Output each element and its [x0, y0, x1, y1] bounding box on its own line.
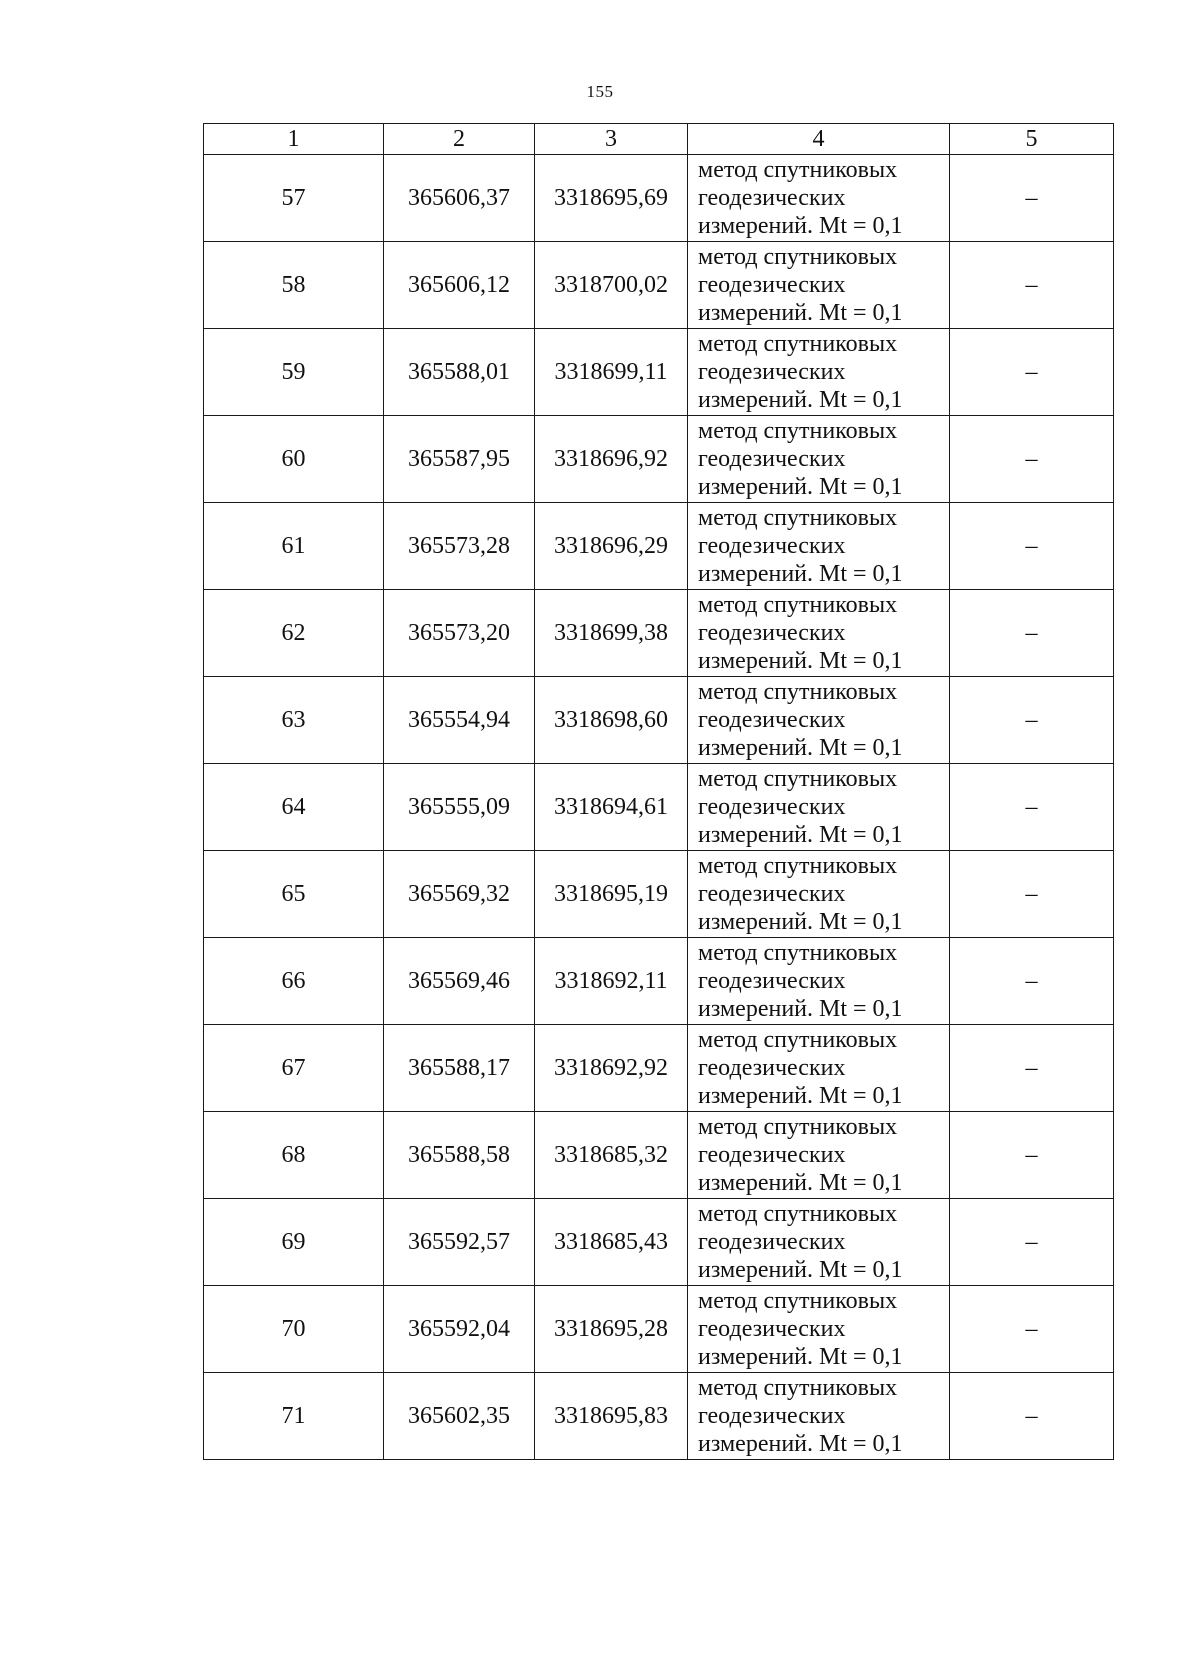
method-line: измерений. Mt = 0,1 — [698, 822, 903, 848]
x-coordinate-cell: 365588,01 — [384, 329, 535, 416]
y-coordinate-cell: 3318695,28 — [535, 1286, 688, 1373]
x-coordinate-cell: 365592,57 — [384, 1199, 535, 1286]
method-line: измерений. Mt = 0,1 — [698, 1344, 903, 1370]
point-number-cell: 59 — [204, 329, 384, 416]
header-cell-1: 1 — [204, 124, 384, 155]
method-line: измерений. Mt = 0,1 — [698, 213, 903, 239]
method-cell — [688, 242, 950, 329]
table-body — [204, 155, 1114, 1460]
note-cell: – — [950, 1199, 1114, 1286]
point-number-cell: 61 — [204, 503, 384, 590]
y-coordinate-cell: 3318699,38 — [535, 590, 688, 677]
method-line: метод спутниковых — [698, 1027, 898, 1053]
method-line: геодезических — [698, 620, 846, 646]
point-number-cell: 63 — [204, 677, 384, 764]
header-cell-3: 3 — [535, 124, 688, 155]
note-cell: – — [950, 1286, 1114, 1373]
method-line: метод спутниковых — [698, 1114, 898, 1140]
method-line: измерений. Mt = 0,1 — [698, 648, 903, 674]
x-coordinate-cell: 365569,32 — [384, 851, 535, 938]
point-number-cell: 69 — [204, 1199, 384, 1286]
point-number-cell: 60 — [204, 416, 384, 503]
table-row — [204, 1199, 1114, 1286]
x-coordinate-cell: 365587,95 — [384, 416, 535, 503]
method-line: измерений. Mt = 0,1 — [698, 387, 903, 413]
header-cell-2: 2 — [384, 124, 535, 155]
method-cell — [688, 155, 950, 242]
method-line: геодезических — [698, 794, 846, 820]
note-cell: – — [950, 1373, 1114, 1460]
header-cell-5: 5 — [950, 124, 1114, 155]
method-cell — [688, 1373, 950, 1460]
x-coordinate-cell: 365555,09 — [384, 764, 535, 851]
method-line: метод спутниковых — [698, 157, 898, 183]
method-line: геодезических — [698, 1055, 846, 1081]
method-line: геодезических — [698, 1316, 846, 1342]
method-cell — [688, 1112, 950, 1199]
y-coordinate-cell: 3318700,02 — [535, 242, 688, 329]
page-number: 155 — [586, 82, 614, 101]
method-line: метод спутниковых — [698, 418, 898, 444]
method-line: измерений. Mt = 0,1 — [698, 300, 903, 326]
method-cell — [688, 329, 950, 416]
point-number-cell: 57 — [204, 155, 384, 242]
method-line: метод спутниковых — [698, 853, 898, 879]
method-cell — [688, 1025, 950, 1112]
note-cell: – — [950, 155, 1114, 242]
method-cell — [688, 1199, 950, 1286]
table-row — [204, 416, 1114, 503]
method-line: измерений. Mt = 0,1 — [698, 474, 903, 500]
table-row — [204, 851, 1114, 938]
table-header — [204, 124, 1114, 155]
method-line: измерений. Mt = 0,1 — [698, 909, 903, 935]
method-line: геодезических — [698, 707, 846, 733]
y-coordinate-cell: 3318695,69 — [535, 155, 688, 242]
point-number-cell: 65 — [204, 851, 384, 938]
method-line: метод спутниковых — [698, 766, 898, 792]
method-line: геодезических — [698, 968, 846, 994]
method-line: метод спутниковых — [698, 940, 898, 966]
table-row — [204, 1286, 1114, 1373]
point-number-cell: 70 — [204, 1286, 384, 1373]
y-coordinate-cell: 3318692,11 — [535, 938, 688, 1025]
method-line: метод спутниковых — [698, 1375, 898, 1401]
method-line: метод спутниковых — [698, 592, 898, 618]
note-cell: – — [950, 329, 1114, 416]
y-coordinate-cell: 3318692,92 — [535, 1025, 688, 1112]
method-line: геодезических — [698, 272, 846, 298]
method-cell — [688, 764, 950, 851]
table-row — [204, 1025, 1114, 1112]
x-coordinate-cell: 365554,94 — [384, 677, 535, 764]
note-cell: – — [950, 1025, 1114, 1112]
method-line: метод спутниковых — [698, 244, 898, 270]
method-cell — [688, 677, 950, 764]
point-number-cell: 66 — [204, 938, 384, 1025]
method-line: геодезических — [698, 881, 846, 907]
x-coordinate-cell: 365602,35 — [384, 1373, 535, 1460]
table-row — [204, 590, 1114, 677]
point-number-cell: 62 — [204, 590, 384, 677]
y-coordinate-cell: 3318699,11 — [535, 329, 688, 416]
method-line: измерений. Mt = 0,1 — [698, 561, 903, 587]
note-cell: – — [950, 851, 1114, 938]
note-cell: – — [950, 416, 1114, 503]
method-line: измерений. Mt = 0,1 — [698, 735, 903, 761]
method-cell — [688, 851, 950, 938]
method-cell — [688, 590, 950, 677]
header-cell-4: 4 — [688, 124, 950, 155]
x-coordinate-cell: 365569,46 — [384, 938, 535, 1025]
x-coordinate-cell: 365588,58 — [384, 1112, 535, 1199]
x-coordinate-cell: 365573,28 — [384, 503, 535, 590]
method-line: измерений. Mt = 0,1 — [698, 1083, 903, 1109]
point-number-cell: 58 — [204, 242, 384, 329]
method-line: метод спутниковых — [698, 505, 898, 531]
point-number-cell: 67 — [204, 1025, 384, 1112]
y-coordinate-cell: 3318685,32 — [535, 1112, 688, 1199]
method-line: геодезических — [698, 185, 846, 211]
method-line: измерений. Mt = 0,1 — [698, 1257, 903, 1283]
method-line: метод спутниковых — [698, 1201, 898, 1227]
table-row — [204, 764, 1114, 851]
method-line: геодезических — [698, 446, 846, 472]
y-coordinate-cell: 3318695,83 — [535, 1373, 688, 1460]
y-coordinate-cell: 3318696,92 — [535, 416, 688, 503]
method-line: измерений. Mt = 0,1 — [698, 1170, 903, 1196]
x-coordinate-cell: 365573,20 — [384, 590, 535, 677]
method-cell — [688, 503, 950, 590]
y-coordinate-cell: 3318698,60 — [535, 677, 688, 764]
method-line: геодезических — [698, 1229, 846, 1255]
coordinates-table — [203, 123, 1114, 1460]
method-line: геодезических — [698, 1142, 846, 1168]
method-line: геодезических — [698, 359, 846, 385]
x-coordinate-cell: 365588,17 — [384, 1025, 535, 1112]
header-row — [204, 124, 1114, 155]
table-row — [204, 677, 1114, 764]
table-row — [204, 242, 1114, 329]
note-cell: – — [950, 503, 1114, 590]
x-coordinate-cell: 365592,04 — [384, 1286, 535, 1373]
note-cell: – — [950, 938, 1114, 1025]
x-coordinate-cell: 365606,37 — [384, 155, 535, 242]
y-coordinate-cell: 3318685,43 — [535, 1199, 688, 1286]
method-cell — [688, 938, 950, 1025]
point-number-cell: 68 — [204, 1112, 384, 1199]
note-cell: – — [950, 590, 1114, 677]
y-coordinate-cell: 3318695,19 — [535, 851, 688, 938]
table-row — [204, 938, 1114, 1025]
method-line: измерений. Mt = 0,1 — [698, 1431, 903, 1457]
method-line: метод спутниковых — [698, 331, 898, 357]
table-row — [204, 1112, 1114, 1199]
point-number-cell: 71 — [204, 1373, 384, 1460]
note-cell: – — [950, 764, 1114, 851]
note-cell: – — [950, 677, 1114, 764]
note-cell: – — [950, 1112, 1114, 1199]
y-coordinate-cell: 3318696,29 — [535, 503, 688, 590]
point-number-cell: 64 — [204, 764, 384, 851]
method-line: геодезических — [698, 1403, 846, 1429]
table-row — [204, 329, 1114, 416]
method-line: метод спутниковых — [698, 1288, 898, 1314]
method-line: геодезических — [698, 533, 846, 559]
y-coordinate-cell: 3318694,61 — [535, 764, 688, 851]
method-cell — [688, 1286, 950, 1373]
method-line: измерений. Mt = 0,1 — [698, 996, 903, 1022]
table-row — [204, 155, 1114, 242]
note-cell: – — [950, 242, 1114, 329]
method-line: метод спутниковых — [698, 679, 898, 705]
table-row — [204, 1373, 1114, 1460]
method-cell — [688, 416, 950, 503]
x-coordinate-cell: 365606,12 — [384, 242, 535, 329]
table-row — [204, 503, 1114, 590]
